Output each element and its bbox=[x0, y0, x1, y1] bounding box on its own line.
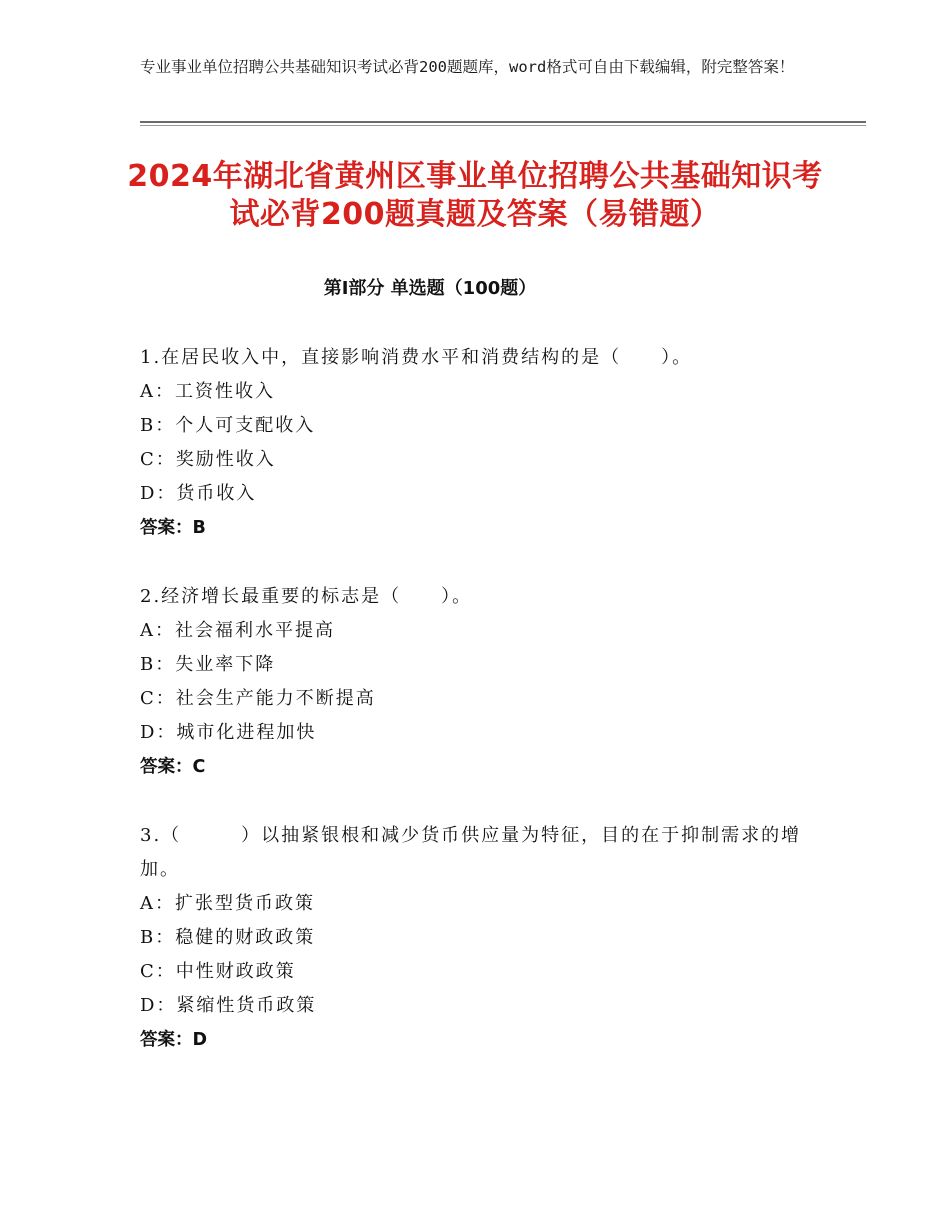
question-stem: 1.在居民收入中，直接影响消费水平和消费结构的是（ ）。 bbox=[140, 347, 693, 368]
option-d: D：城市化进程加快 bbox=[140, 722, 317, 743]
option-c: C：社会生产能力不断提高 bbox=[140, 688, 376, 709]
header-rule-thick bbox=[140, 121, 866, 123]
option-b: B：稳健的财政政策 bbox=[140, 927, 316, 948]
question-stem: 3.（ ）以抽紧银根和减少货币供应量为特征，目的在于抑制需求的增加。 bbox=[140, 825, 802, 880]
answer: 答案：C bbox=[140, 757, 206, 777]
header-rule-thin bbox=[140, 125, 866, 126]
option-c: C：中性财政政策 bbox=[140, 961, 296, 982]
document-title: 2024年湖北省黄州区事业单位招聘公共基础知识考试必背200题真题及答案（易错题） bbox=[127, 159, 823, 232]
section-heading: 第Ⅰ部分 单选题（100题） bbox=[323, 278, 537, 299]
option-a: A：社会福利水平提高 bbox=[140, 620, 335, 641]
question-1 bbox=[140, 341, 810, 545]
option-a: A：工资性收入 bbox=[140, 381, 275, 402]
option-b: B：个人可支配收入 bbox=[140, 415, 316, 436]
answer: 答案：D bbox=[140, 1030, 208, 1050]
header-note: 专业事业单位招聘公共基础知识考试必背200题题库，word格式可自由下载编辑，附完整答案！ bbox=[140, 58, 795, 76]
question-stem: 2.经济增长最重要的标志是（ ）。 bbox=[140, 586, 473, 607]
option-c: C：奖励性收入 bbox=[140, 449, 276, 470]
option-a: A：扩张型货币政策 bbox=[140, 893, 315, 914]
answer: 答案：B bbox=[140, 518, 206, 538]
question-2 bbox=[140, 580, 810, 784]
option-b: B：失业率下降 bbox=[140, 654, 276, 675]
option-d: D：货币收入 bbox=[140, 483, 257, 504]
option-d: D：紧缩性货币政策 bbox=[140, 995, 317, 1016]
question-3 bbox=[140, 819, 810, 1057]
